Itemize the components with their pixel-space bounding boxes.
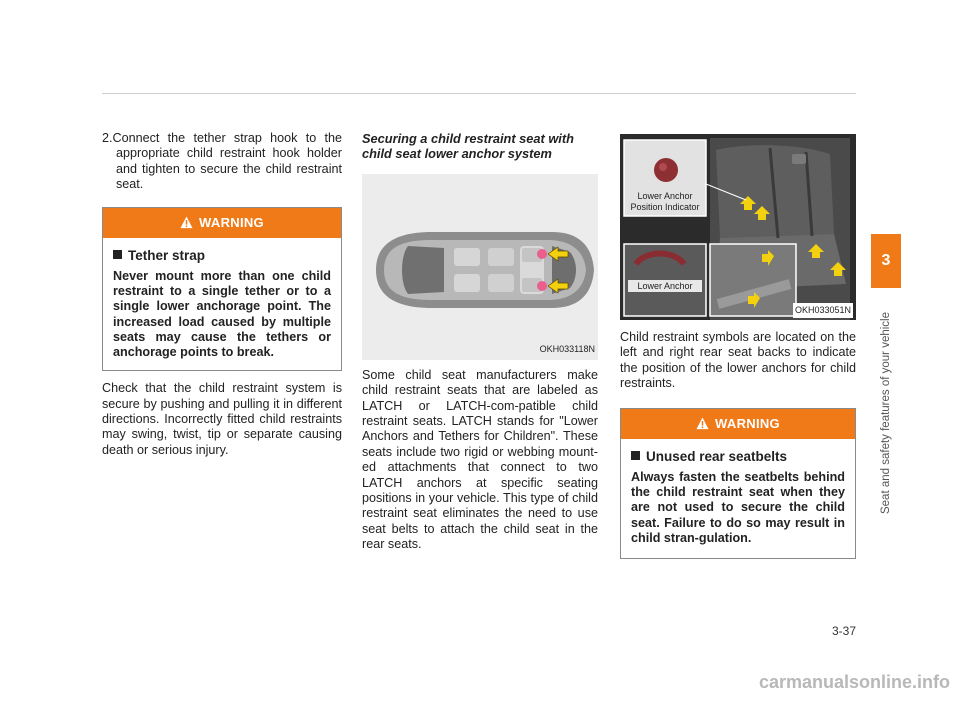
watermark: carmanualsonline.info: [758, 672, 950, 692]
step-number: 2.: [102, 131, 113, 145]
figure-code: OKH033118N: [539, 344, 595, 355]
chapter-title-text: Seat and safety features of your vehicle: [880, 311, 892, 515]
warning-title: [631, 449, 845, 464]
check-paragraph: Check that the child restraint system is secure by pushing and pulling it in different directions. Incorrectly fitted child restraints may swing, twist, tip or separate causing death or serious injury.: [102, 381, 342, 457]
car-top-view-illustration: [362, 174, 598, 360]
warning-triangle-icon: [696, 417, 709, 430]
page-number: 3-37: [831, 624, 856, 638]
bullet-square-icon: [631, 451, 640, 460]
lower-anchor-text: Lower Anchor: [637, 281, 693, 291]
lower-anchor-indicator-text: Lower Anchor Position Indicator: [630, 191, 700, 212]
top-rule: [102, 93, 856, 94]
warning-header: [103, 208, 341, 238]
rear-seat-illustration: [620, 134, 856, 320]
car-top-view-figure: [362, 174, 598, 360]
chapter-tab: [871, 234, 901, 288]
lower-anchor-label: [628, 280, 702, 292]
lower-anchor-indicator-label: [624, 191, 706, 213]
warning-triangle-icon: [180, 216, 193, 229]
symbols-paragraph: Child restraint symbols are located on the left and right rear seat backs to indicate the position of the lower anchors for child restraints.: [620, 330, 856, 391]
warning-title-text: Unused rear seatbelts: [646, 448, 788, 464]
warning-header-label: WARNING: [199, 214, 264, 230]
step-text: Connect the tether strap hook to the appropriate child restraint hook holder and tighten to secure the child restraint seat.: [112, 131, 342, 192]
section-heading: Securing a child restraint seat with child seat lower anchor system: [362, 131, 574, 162]
warning-text: Always fasten the seatbelts behind the child restraint seat when they are not used to secure the child seat. Failure to do so may result in child stran-gulation.: [631, 470, 845, 545]
warning-header-label: WARNING: [715, 415, 780, 431]
chapter-number: 3: [881, 252, 891, 269]
warning-header: [621, 409, 855, 439]
right-column: [620, 134, 856, 559]
middle-column: [362, 131, 598, 553]
step-2: [102, 131, 342, 193]
left-column: [102, 131, 342, 458]
latch-paragraph: Some child seat manufacturers make child restraint seats that are labeled as LATCH or LATCH-com-patible child restraint seats. LATCH stands for "Lower Anchors and Tethers for Children". These seats include two rigid or webbing mount-ed attachments that connect to two LATCH anchors at specific seating positions in your vehicle. This type of child restraint seat eliminates the need to use seat belts to attach the child seat in the rear seats.: [362, 367, 598, 552]
chapter-title: [872, 290, 900, 536]
warning-box-seatbelts: [620, 408, 856, 559]
rear-seat-figure: [620, 134, 856, 320]
warning-body: [621, 439, 855, 558]
warning-text: Never mount more than one child restraint to a single tether or to a single lower anchorage point. The increased load caused by multiple seats may cause the tethers or anchorage points to break.: [113, 269, 331, 360]
warning-title: [113, 248, 331, 263]
figure-code: OKH033051N: [793, 303, 853, 318]
warning-body: [103, 238, 341, 371]
bullet-square-icon: [113, 250, 122, 259]
warning-box-tether: [102, 207, 342, 372]
warning-title-text: Tether strap: [128, 247, 206, 263]
